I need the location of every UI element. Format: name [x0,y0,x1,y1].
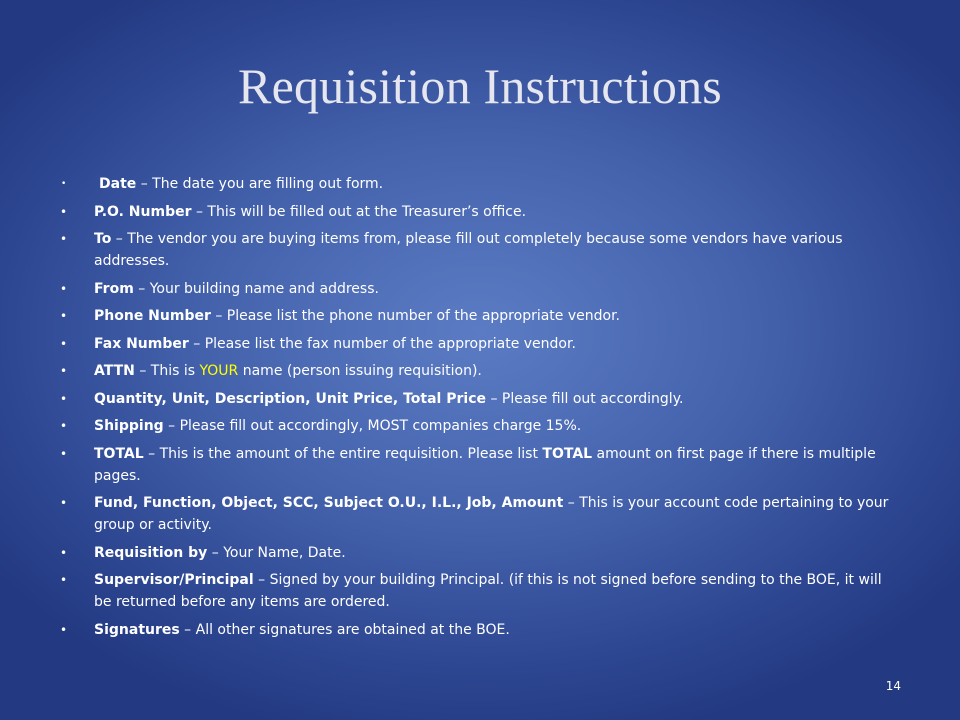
bullet-text [94,336,576,352]
bullet-dot-icon: • [60,622,68,637]
bullet-term: ATTN [94,363,135,379]
bullet-dot-icon: • [60,496,68,510]
bullet-description-end: name (person issuing requisition). [238,363,482,379]
bullet-separator: – [210,308,227,324]
bullet-description: Please fill out accordingly. [501,390,684,407]
bullet-dot-icon: • [60,545,68,560]
bullet-supervisor [60,569,900,613]
bullet-description: All other signatures are obtained at the BOE. [195,621,510,638]
bullet-term: Shipping [94,418,164,434]
bullet-text [94,176,383,192]
bullet-to [60,228,900,272]
bullet-dot-icon: • [60,232,68,246]
bullet-dot-icon: • [60,446,68,461]
bullet-text [94,572,882,610]
bullet-text [94,545,346,561]
bullet-term: Quantity, Unit, Description, Unit Price, Total Price [94,390,486,407]
bullet-text [94,418,581,434]
bullet-attn [60,360,900,382]
bullet-description-end: amount on first page if there is multiple pages. [94,445,876,484]
bullet-term: Requisition by [94,544,208,561]
bullet-separator: – [134,363,151,379]
bullet-term: Supervisor/Principal [94,572,254,588]
bullet-description: This is [150,363,200,379]
bullet-separator: – [111,231,128,247]
bullet-description: The vendor you are buying items from, please fill out completely because some vendors have various addresses. [94,231,843,269]
bullet-term: Phone Number [94,308,211,324]
slide-title: Requisition Instructions [238,58,722,114]
bullet-term: Fund, Function, Object, SCC, Subject O.U., I.L., Job, Amount [94,495,564,511]
bullet-description: This is your account code pertaining to your group or activity. [94,495,889,533]
bullet-description: Your Name, Date. [223,544,346,561]
page-number: 14 [885,679,901,693]
bullet-date [60,173,900,195]
bullet-description: This will be filled out at the Treasurer’s office. [207,203,527,220]
bullet-description: Your building name and address. [149,280,379,297]
bullet-dot-icon: • [60,336,68,351]
bullet-phone-number [60,305,900,327]
bullet-shipping [60,415,900,437]
bullet-separator: – [133,280,150,297]
bullet-text [94,281,379,297]
bullet-dot-icon: • [60,309,68,323]
bullet-term: To [94,231,112,247]
bullet-description: Signed by your building Principal. (if this is not signed before sending to the BOE, it will be returned before any items are ordered. [94,572,882,610]
bullet-term: TOTAL [94,445,144,462]
highlight-text: YOUR [199,363,239,379]
bullet-term: Signatures [94,621,180,638]
bullet-separator: – [143,445,160,462]
bullet-requisition-by [60,542,900,564]
bullet-dot-icon: • [60,419,68,433]
bullet-fax-number [60,333,900,355]
inline-term: TOTAL [542,445,593,462]
bullet-separator: – [179,621,196,638]
bullet-dot-icon: • [60,204,68,219]
bullet-text [94,391,683,407]
bullet-description: The date you are filling out form. [152,176,384,192]
bullet-separator: – [207,544,224,561]
bullet-separator: – [563,495,580,511]
bullet-text [94,231,843,269]
bullet-dot-icon: • [61,179,67,189]
bullet-separator: – [188,335,205,352]
bullet-dot-icon: • [60,573,68,587]
bullet-account-code [60,492,900,536]
bullet-from [60,278,900,300]
bullet-dot-icon: • [60,391,68,406]
bullet-text [94,446,876,484]
bullet-term: Date [99,176,137,192]
bullet-po-number [60,201,900,223]
bullet-quantity [60,388,900,410]
bullet-separator: – [191,203,208,220]
bullet-separator: – [486,390,502,407]
bullet-term: From [94,280,134,297]
bullet-text [94,308,620,324]
bullet-text [94,622,510,638]
bullet-text [94,363,482,379]
bullet-text [94,495,888,533]
bullet-description: Please fill out accordingly, MOST companies charge 15%. [179,418,582,434]
bullet-term: P.O. Number [94,203,192,220]
bullet-text [94,204,526,220]
bullet-separator: – [136,176,153,192]
bullet-description: This is the amount of the entire requisition. Please list [159,445,543,462]
bullet-separator: – [163,418,180,434]
bullet-total [60,443,900,487]
bullet-dot-icon: • [60,281,68,296]
bullet-term: Fax Number [94,335,189,352]
bullet-separator: – [253,572,270,588]
bullet-description: Please list the phone number of the appropriate vendor. [226,308,620,324]
bullet-list [60,173,900,646]
bullet-signatures [60,619,900,641]
bullet-dot-icon: • [60,364,68,378]
bullet-description: Please list the fax number of the appropriate vendor. [204,335,576,352]
